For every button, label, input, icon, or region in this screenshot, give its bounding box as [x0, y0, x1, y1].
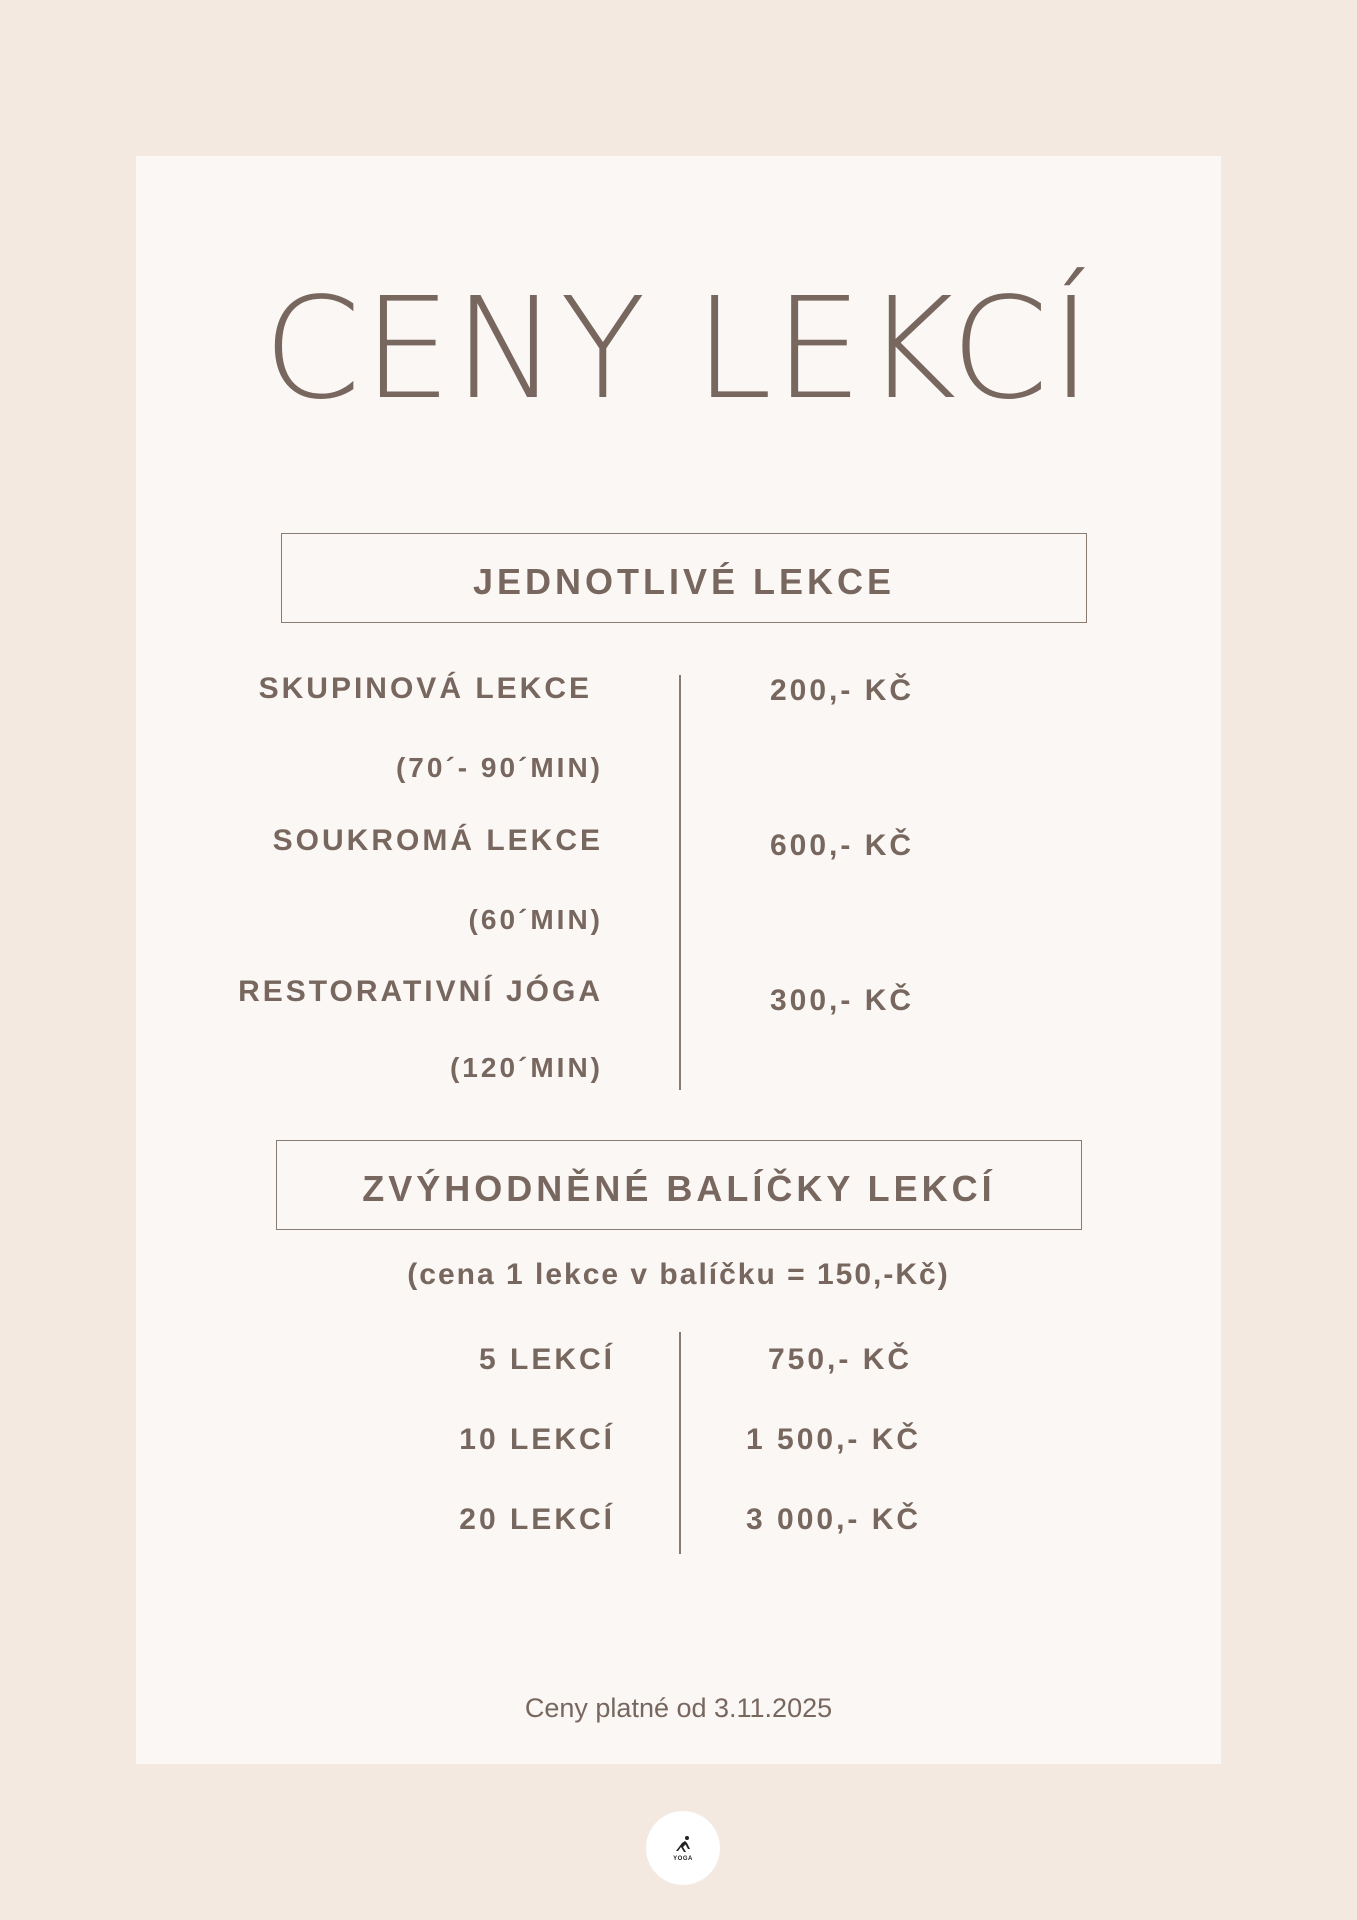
package-price: 3 000,- KČ: [746, 1503, 922, 1536]
item-price: 600,- KČ: [770, 829, 915, 862]
package-note: (cena 1 lekce v balíčku = 150,-Kč): [407, 1258, 950, 1291]
package-label: 20 LEKCÍ: [459, 1503, 615, 1536]
page-title: CENY LEKCÍ: [263, 268, 1094, 431]
logo-text: YOGA: [673, 1855, 693, 1862]
item-label: SOUKROMÁ LEKCE: [272, 824, 603, 857]
column-divider: [679, 1332, 681, 1554]
package-label: 5 LEKCÍ: [478, 1343, 615, 1376]
section-heading-packages-label: ZVÝHODNĚNÉ BALÍČKY LEKCÍ: [362, 1168, 996, 1209]
package-price: 750,- KČ: [768, 1343, 913, 1376]
section-heading-single-label: JEDNOTLIVÉ LEKCE: [472, 561, 896, 602]
item-label: RESTORATIVNÍ JÓGA: [238, 975, 603, 1008]
item-price: 300,- KČ: [770, 984, 915, 1017]
package-label: 10 LEKCÍ: [459, 1423, 615, 1456]
item-label: SKUPINOVÁ LEKCE: [258, 672, 592, 705]
yoga-logo: [646, 1811, 720, 1885]
item-duration: (70´- 90´MIN): [395, 752, 603, 783]
item-price: 200,- KČ: [770, 674, 915, 707]
yoga-figure-icon: [672, 1835, 694, 1855]
item-duration: (120´MIN): [449, 1052, 603, 1083]
validity-note: Ceny platné od 3.11.2025: [524, 1693, 833, 1723]
section-heading-single: [281, 533, 1087, 623]
column-divider: [679, 675, 681, 1090]
section-heading-packages: [276, 1140, 1082, 1230]
package-price: 1 500,- KČ: [746, 1423, 922, 1456]
item-duration: (60´MIN): [468, 904, 603, 935]
